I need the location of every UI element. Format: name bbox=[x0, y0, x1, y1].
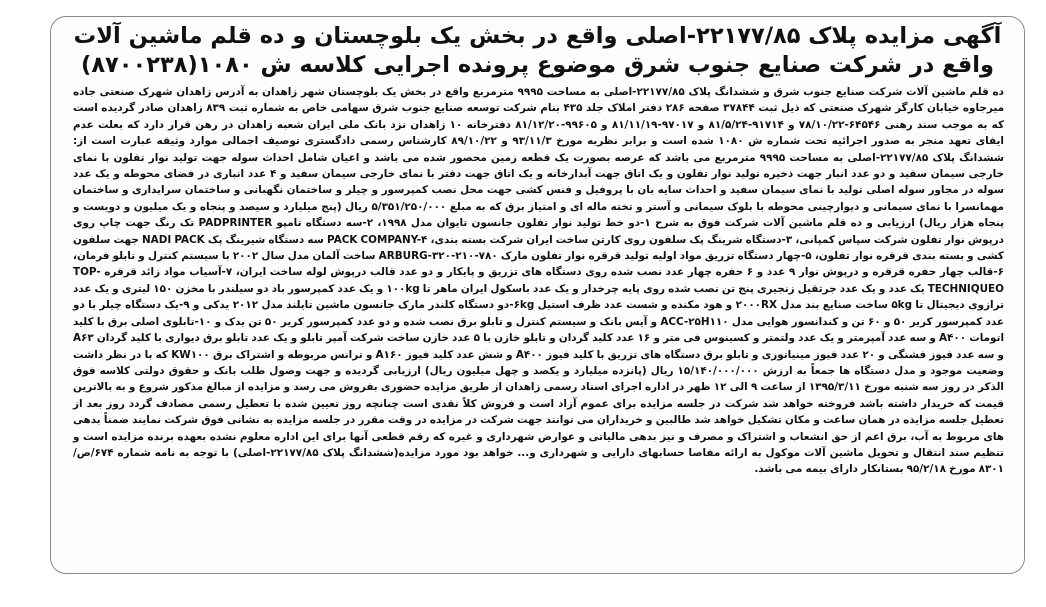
notice-title-line-2: واقع در شرکت صنایع جنوب شرق موضوع پرونده اجرایی کلاسه ش ۱۰۸۰(۸۷۰۰۲۳۸) bbox=[81, 52, 994, 78]
auction-notice-frame bbox=[50, 16, 1025, 574]
notice-body: ده قلم ماشین آلات شرکت صنایع جنوب شرق و ششدانگ پلاک ۲۲۱۷۷/۸۵-اصلی به مساحت ۹۹۹۵ مترمربع واقع در بخش یک بلوچستان شهر زاهدان به آدرس زاهدان شهرک صنعتی جاده میرجاوه خیابان کارگر شهرک صنعتی که ذیل ثبت ۳۷۸۴۴ صفحه ۲۸۶ دفتر املاک جلد ۴۳۵ بنام شرکت توسعه صنایع جنوب شرق سهامی خاص به شماره ثبت ۸۳۹ زاهدان صادر گردیده است که به موجب سند رهنی ۶۴۵۴۶-۷۸/۱۰/۲۲ و ۹۱۷۱۴-۸۱/۵/۲۴ و ۹۷۰۱۷-۸۱/۱۱/۱۹ و ۹۹۶۰۵-۸۱/۱۲/۲۰ دفترخانه ۱۰ زاهدان نزد بانک ملی ایران شعبه زاهدان در رهن قرار دارد که بعلت عدم ایفای تعهد منجر به صدور اجرائیه تحت شماره ش ۱۰۸۰ شده است و برابر نظریه مورخ ۹۳/۱۱/۳ و ۸۹/۱۰/۲۲ کارشناس رسمی دادگستری توصیف اجمالی موارد وثیقه عبارت است از: ششدانگ پلاک ۲۲۱۷۷/۸۵-اصلی به مساحت ۹۹۹۵ مترمربع می باشد که عرصه بصورت یک قطعه زمین محصور شده می باشد و اعیان شامل احداث سوله جهت تولید نوار تفلون با نمای خارجی سیمان سفید و دو عدد انبار جهت ذخیره تولید نوار تفلون و یک اتاق جهت آبدارخانه و یک اتاق جهت دفتر با نمای خارجی سیمان سفید و ۴ عدد انباری در فضای محوطه و یک عدد سوله در مجاور سوله اصلی تولید با نمای سیمان سفید و احداث سایه بان با پروفیل و فنس کشی جهت محل نصب کمپرسور و چیلر و ساختمان نگهبانی و ساختمان سرایداری و ساختمان مهمانسرا با نمای سیمانی و دیوارچینی محوطه با بلوک سیمانی و آستر و تخته ماله ای و امتیاز برق که به مبلغ ۵/۳۵۱/۲۵۰/۰۰۰ ریال (پنج میلیارد و سیصد و پنجاه و یک میلیون و دویست و پنجاه هزار ریال) ارزیابی و ده قلم ماشین آلات شرکت فوق به شرح ۱-دو خط تولید نوار تفلون جانسون تایوان مدل ۱۹۹۸، ۲-سه دستگاه تامپو PADPRINTER تک رنگ جهت چاپ روی درپوش نوار تفلون شرکت سپاس کمپانی، ۳-دستگاه شرینگ پک سلفون روی کارتن ساخت ایران شرکت بسته بندی، PACK COMPANY-۴ سه دستگاه شیرینگ پک NADI PACK جهت سلفون کشی و بسته بندی قرقره نوار تفلون، ۵-چهار دستگاه تزریق مواد اولیه تولید قرقره نوار تفلون مارک ۷۸۰-۲۱۰-۳۲۰-ARBURG ساخت آلمان مدل سال ۲۰۰۲ با سیستم کنترل و تابلو فرمان، ۶-قالب چهار حفره قرقره و درپوش نوار ۹ عدد و ۶ حفره چهار عدد نصب شده روی دستگاه های تزریق و پایکار و دو عدد قالب درپوش لوله ساخت ایران، ۷-آسیاب مواد زائد قرقره TOP-TECHNIQUEO یک عدد و یک عدد جرثقیل زنجیری پنج تن نصب شده روی پایه چرخدار و یک عدد باسکول ایران ماهر تا ۱۰۰kg و یک عدد کمپرسور باد دو سیلندر با مخزن ۱۵۰ لیتری و یک عدد ترازوی دیجیتال تا ۵kg ساخت صنایع بند مدل ۲۰۰۰RX و هود مکنده و شست عدد ظرف استیل ۶kg-دو دستگاه کلندر مارک جانسون ماشین تایلند مدل ۲۰۱۲ یدکی و ۹-یک دستگاه چیلر با دو عدد کمپرسور کریر ۵۰ و ۶۰ تن و کندانسور هوایی مدل ACC-۲۵H۱۱۰ و آیس بانک و سیستم کنترل و تابلو برق نصب شده و دو عدد کمپرسور کریر ۵۰ تن یدک و ۱۰-تابلوی اصلی برق با کلید اتومات A۴۰۰ و سه عدد آمپرمتر و یک عدد ولتمتر و کسینوس فی متر و ۱۶ عدد کلید گردان و تابلو خازن با ۵ عدد خازن ساخت شرکت آمپر تابلو و یک عدد تابلو برق دیواری با کلید گردان A۶۳ و سه عدد فیوز فشنگی و ۲۰ عدد فیوز مینیاتوری و تابلو برق دستگاه های تزریق با کلید فیوز A۴۰۰ و شش عدد کلید فیوز A۱۶۰ و ترانس مربوطه و اشتراک برق KW۱۰۰ که با در نظر داشت وضعیت موجود و مدل دستگاه ها جمعاً به ارزش ۱۵/۱۴۰/۰۰۰/۰۰۰ ریال (پانزده میلیارد و یکصد و چهل میلیون ریال) ارزیابی گردیده و جهت وصول طلب بانک و حقوق دولتی کلاسه فوق الذکر در روز سه شنبه مورخ ۱۳۹۵/۳/۱۱ از ساعت ۹ الی ۱۲ ظهر در اداره اجرای اسناد رسمی زاهدان از طریق مزایده حضوری بفروش می رسد و مزایده از مبالغ مذکور شروع و به بالاترین قیمت که خریدار داشته باشد فروخته خواهد شد شرکت در جلسه مزایده برای عموم آزاد است و فروش کلاً نقدی است چنانچه روز تعیین شده با تعطیل رسمی مصادف گردد روز بعد از تعطیل جلسه مزایده در همان ساعت و مکان تشکیل خواهد شد طالبین و خریداران می توانند جهت شرکت در مزایده در وقت مقرر در جلسه مزایده به نشانی فوق شرکت نمایند ضمناً بدهی های مربوط به آب، برق اعم از حق انشعاب و اشتراک و مصرف و نیز بدهی مالیاتی و عوارض شهرداری و غیره که رقم قطعی آنها برای این اداره معلوم نشده بعهده برنده مزایده است و تنظیم سند انتقال و تحویل ماشین آلات موکول به ارائه مفاصا حسابهای دارایی و شهرداری و... خواهد بود مورد مزایده(ششدانگ پلاک ۲۲۱۷۷/۸۵-اصلی) با توجه به نامه شماره ۶۷۴/ص/۸۳۰۱ مورخ ۹۵/۲/۱۸ بستانکار دارای بیمه می باشد. bbox=[73, 86, 1005, 476]
notice-title-line-1: آگهی مزایده پلاک ۲۲۱۷۷/۸۵-اصلی واقع در بخش یک بلوچستان و ده قلم ماشین آلات bbox=[73, 23, 1002, 49]
notice-title bbox=[51, 17, 1024, 80]
